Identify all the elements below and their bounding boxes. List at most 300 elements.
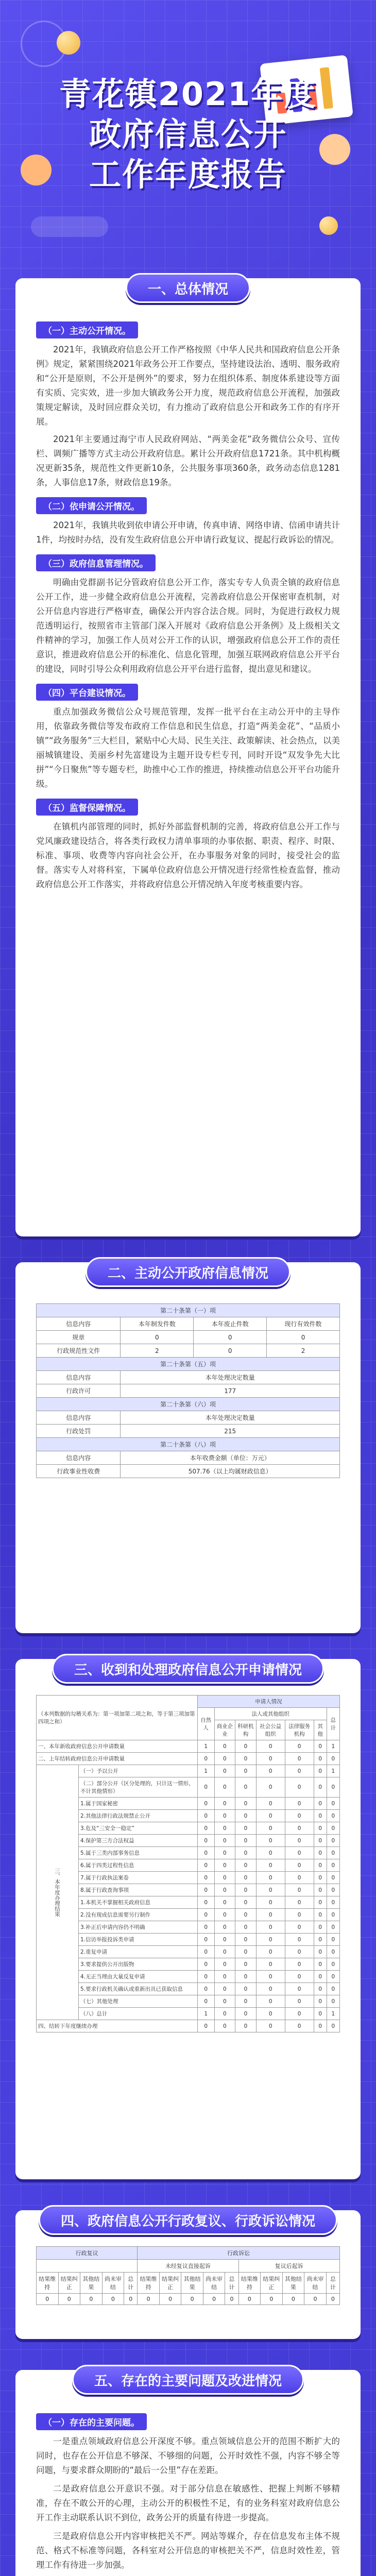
cell: 0 (327, 1971, 339, 1983)
cell: 0 (256, 1798, 285, 1810)
cell: 0 (256, 1859, 285, 1872)
cell: 0 (197, 1958, 214, 1971)
cell: 0 (235, 1995, 257, 2008)
table-header: 行政诉讼 (138, 2247, 340, 2260)
col-header: 总计 (225, 2273, 238, 2294)
col-header: 信息内容 (37, 1317, 121, 1331)
cell: 0 (214, 1896, 235, 1909)
cell: 0 (261, 2294, 283, 2305)
cell: 0 (314, 1765, 327, 1777)
section-2-card (15, 1262, 361, 1633)
cell: 0 (285, 1921, 314, 1934)
cell: 0 (327, 1958, 339, 1971)
table-header: 第二十条第（五）项 (37, 1358, 340, 1371)
cell: 0 (124, 2294, 138, 2305)
hero-banner (0, 0, 376, 268)
cell: 0 (285, 1810, 314, 1822)
cell: 0 (256, 1946, 285, 1958)
cell: 0 (235, 1921, 257, 1934)
cell: 0 (214, 1777, 235, 1798)
cell: 0 (58, 2294, 80, 2305)
row-label: 3.要求提供公开出版物 (79, 1958, 198, 1971)
cell: 0 (285, 1847, 314, 1859)
cell: 0 (285, 1740, 314, 1753)
cell: 0 (285, 1983, 314, 1995)
cell: 0 (304, 2294, 327, 2305)
cell: 215 (121, 1425, 340, 1438)
cell: 0 (235, 1946, 257, 1958)
active-disclosure-table (36, 1303, 340, 1478)
cell: 0 (285, 2020, 314, 2032)
col-header: 结果纠正 (58, 2273, 80, 2294)
subheading: （一）主动公开情况。 (36, 321, 138, 338)
cell: 0 (314, 1983, 327, 1995)
cell: 0 (256, 1765, 285, 1777)
table-row (37, 1847, 340, 1859)
cell: 行政事业性收费 (37, 1465, 121, 1478)
row-label: 1.信访举报投诉类申请 (79, 1934, 198, 1946)
paragraph: 在镇机内部管理的同时，抓好外部监督机制的完善，将政府信息公开工作与党风廉政建设结合，将各类行政权力清单事项的办事依据、职责、程序、时限、标准、事项、收费等内容向社会公开，在办事服务对象的同时，接受社会的监督。落实专人对将科室，下属单位政府信息公开情况进行经常性检查监督，推动政府信息公开工作落实，并将政府信息公开情况纳入年度考核重要内容。 (36, 822, 340, 889)
col-header: 总计 (124, 2273, 138, 2294)
table-row (37, 1934, 340, 1946)
cell: 0 (214, 1798, 235, 1810)
cell: 0 (197, 1983, 214, 1995)
cell: 0 (159, 2294, 181, 2305)
cell: 0 (235, 2020, 257, 2032)
cell: 0 (214, 1765, 235, 1777)
col-header: 尚未审结 (203, 2273, 225, 2294)
cell: 0 (314, 2020, 327, 2032)
cell: 0 (285, 1934, 314, 1946)
cell: 0 (197, 1847, 214, 1859)
row-label: （七）其他处理 (79, 1995, 198, 2008)
cell: 0 (203, 2294, 225, 2305)
paragraph: 重点加强政务微信公众号规范管理，发挥一批平台在主动公开中的主导作用，依靠政务微信等发布政府工作信息和民生信息，打造“两美金花”、“品质小镇”“政务服务”三大栏目，紧贴中心大局、民生关注、政策解读、社会热点，以美丽城镇建设、美丽乡村先富建设为主题开设专栏专刊，同时开设“双发争先大比拼”“今日聚焦”等专题专栏，助推中心工作的推进，持续推动信息公开平台功能升级。 (36, 707, 340, 789)
cell: 0 (235, 1934, 257, 1946)
cell: 0 (256, 1971, 285, 1983)
table-row (37, 1921, 340, 1934)
cell: 0 (235, 1777, 257, 1798)
cell: 0 (256, 1934, 285, 1946)
cell: 0 (256, 1958, 285, 1971)
paragraph: 二是政府信息公开意识不强。对于部分信息在敏感性、把握上判断不够精准，存在不敢公开的心理，主动公开的积极性不足，有的业务科室对政府信息公开工作主动联系认识不到位，政务公开的质量有待进一步提高。 (36, 2484, 340, 2522)
cell: 0 (285, 1946, 314, 1958)
cell: 0 (314, 1934, 327, 1946)
col-header: 现行有效件数 (267, 1317, 340, 1331)
cell: 0 (194, 1331, 267, 1344)
cell: 0 (225, 2294, 238, 2305)
table-row (37, 1884, 340, 1896)
subheading: （一）存在的主要问题。 (36, 2413, 147, 2430)
cell: 0 (214, 1859, 235, 1872)
table-row (37, 1995, 340, 2008)
review-litigation-table (36, 2246, 340, 2305)
row-label: 8.属于行政查询事项 (79, 1884, 198, 1896)
cell: 行政许可 (37, 1384, 121, 1398)
cell: 0 (327, 1777, 339, 1798)
cell: 0 (235, 1765, 257, 1777)
cell: 0 (197, 1798, 214, 1810)
row-label: 6.属于四类过程性信息 (79, 1859, 198, 1872)
col-header: 法人或其他组织 (214, 1708, 327, 1720)
col-header: 结果纠正 (261, 2273, 283, 2294)
spacer-cell (37, 2260, 138, 2273)
col-header: 复议后起诉 (238, 2260, 339, 2273)
cell: 1 (197, 1765, 214, 1777)
cell: 0 (314, 1995, 327, 2008)
cell: 0 (197, 1921, 214, 1934)
cell: 0 (197, 1934, 214, 1946)
cell: 0 (214, 1835, 235, 1847)
cell: 0 (197, 2020, 214, 2032)
cell: 0 (314, 1946, 327, 1958)
gold-coin-icon (57, 31, 80, 55)
row-label: 3.补正后申请内容仍不明确 (79, 1921, 198, 1934)
cell: 0 (285, 1995, 314, 2008)
cell: 0 (327, 1921, 339, 1934)
row-label: 一、本年新收政府信息公开申请数量 (37, 1740, 198, 1753)
col-header: 未经复议直接起诉 (138, 2260, 238, 2273)
row-label: 1.属于国家秘密 (79, 1798, 198, 1810)
row-label: 二、上年结转政府信息公开申请数量 (37, 1753, 198, 1765)
table-row (37, 1798, 340, 1810)
cell: 0 (214, 1872, 235, 1884)
cell: 0 (327, 1847, 339, 1859)
cell: 0 (314, 1872, 327, 1884)
cell: 0 (197, 1859, 214, 1872)
cell: 1 (327, 1740, 339, 1753)
row-label: 四、结转下年度继续办理 (37, 2020, 198, 2032)
cell: 0 (235, 1810, 257, 1822)
cell: 0 (256, 1872, 285, 1884)
cell: 0 (197, 1835, 214, 1847)
row-label: 1.本机关不掌握相关政府信息 (79, 1896, 198, 1909)
cell: 0 (314, 1798, 327, 1810)
cell: 0 (256, 1777, 285, 1798)
cell: 0 (197, 1810, 214, 1822)
cell: 0 (314, 1777, 327, 1798)
section-1-title: 一、总体情况 (126, 273, 250, 303)
cell: 0 (314, 1971, 327, 1983)
col-header: 社会公益组织 (256, 1720, 285, 1740)
cell: 0 (314, 1958, 327, 1971)
cell: 2 (121, 1344, 194, 1358)
table-row (37, 1765, 340, 1777)
cell: 0 (285, 1753, 314, 1765)
cell: 0 (327, 1872, 339, 1884)
cell: 0 (214, 1995, 235, 2008)
cell: 0 (194, 1344, 267, 1358)
hero-title-line3: 工作年度报告 (89, 156, 287, 193)
section-5-title: 五、存在的主要问题及改进情况 (72, 2365, 304, 2395)
table-row (37, 1859, 340, 1872)
table-row (37, 1810, 340, 1822)
cell: 1 (327, 2008, 339, 2020)
paragraph: 2021年主要通过海宁市人民政府网站、“两美金花”政务微信公众号、宣传栏、调频广播等方式主动公开政府信息。累计公开政府信息1721条。其中机构概况更新35条，规范性文件更新10条，公共服务事项360条，政务动态信息1281条，人事信息17条，财政信息19条。 (36, 434, 340, 487)
cell: 0 (256, 1822, 285, 1835)
cell: 0 (314, 1859, 327, 1872)
cell: 0 (327, 1946, 339, 1958)
section-3-title: 三、收到和处理政府信息公开申请情况 (52, 1654, 324, 1684)
table-row (37, 1753, 340, 1765)
cell: 0 (235, 1847, 257, 1859)
cell: 0 (327, 1983, 339, 1995)
cell: 0 (235, 1971, 257, 1983)
cell: 0 (214, 1971, 235, 1983)
table-row (37, 1983, 340, 1995)
cell: 0 (235, 1958, 257, 1971)
cell: 0 (214, 1810, 235, 1822)
table-row (37, 1822, 340, 1835)
cell: 0 (285, 1765, 314, 1777)
section-1-card (15, 278, 361, 1236)
cell: 0 (197, 1884, 214, 1896)
cell: 0 (314, 1753, 327, 1765)
cell: 0 (197, 1777, 214, 1798)
cell: 0 (256, 2020, 285, 2032)
cell: 0 (314, 1921, 327, 1934)
cell: 0 (256, 1921, 285, 1934)
cell: 0 (285, 1896, 314, 1909)
paragraph: 2021年，我镇共收到依申请公开申请，传真申请、网络申请、信函申请共计1件，均按时办结，没有发生政府信息公开申请行政复议、提起行政诉讼的情况。 (36, 520, 340, 545)
cell: 177 (121, 1384, 340, 1398)
cell: 0 (285, 1958, 314, 1971)
cell: 0 (235, 1872, 257, 1884)
col-header: 自然人 (197, 1708, 214, 1740)
cell: 0 (327, 2020, 339, 2032)
col-header: 总计 (327, 1708, 339, 1740)
gold-coin-icon (319, 216, 338, 235)
cell: 0 (285, 1777, 314, 1798)
cell: 0 (214, 2008, 235, 2020)
cell: 0 (285, 1971, 314, 1983)
col-header: 尚未审结 (304, 2273, 327, 2294)
row-label: （二）部分公开（区分处理的，只计这一情形，不计其他情形） (79, 1777, 198, 1798)
cell: 行政处罚 (37, 1425, 121, 1438)
cell: 0 (267, 1331, 340, 1344)
cell: 0 (235, 2008, 257, 2020)
cell: 0 (282, 2294, 304, 2305)
table-row (37, 1909, 340, 1921)
cell: 0 (214, 1921, 235, 1934)
subheading: （五）监督保障情况。 (36, 799, 138, 816)
cell: 0 (285, 1884, 314, 1896)
col-header: 本年收费金额（单位：万元） (121, 1451, 340, 1465)
cell: 0 (197, 1971, 214, 1983)
cell: 0 (214, 2020, 235, 2032)
cell: 0 (214, 1946, 235, 1958)
table-row (37, 1740, 340, 1753)
table-row (37, 2008, 340, 2020)
cell: 0 (326, 2294, 339, 2305)
col-header: 其他结果 (80, 2273, 102, 2294)
cell: 0 (256, 1896, 285, 1909)
col-header: 信息内容 (37, 1451, 121, 1465)
paragraph: 2021年，我镇政府信息公开工作严格按照《中华人民共和国政府信息公开条例》规定，紧紧围绕2021年政务公开工作要点，坚持建设法治、透明、服务政府和“公开是原则，不公开是例外”的要求，努力在组织体系、制度体系建设等方面有实质、完实效，进一步加大镇政务公开力度，规范政府信息公开流程，加强政策规定解读，及时回应群众关切，有力推动了政府信息公开和政务工作的有序开展。 (36, 345, 340, 427)
section-5-card (15, 2370, 361, 2576)
col-header: 总计 (326, 2273, 339, 2294)
cell: 0 (214, 1740, 235, 1753)
subheading: （三）政府信息管理情况。 (36, 554, 156, 571)
group-label: 三、本年度办理结果 (37, 1765, 79, 2020)
cell: 0 (314, 1835, 327, 1847)
table-row (37, 1946, 340, 1958)
cell: 0 (285, 1798, 314, 1810)
cell: 0 (327, 1896, 339, 1909)
cell: 0 (197, 1753, 214, 1765)
col-header: 结果纠正 (159, 2273, 181, 2294)
col-header: 结果维持 (138, 2273, 160, 2294)
cell: 0 (327, 1753, 339, 1765)
cell: 0 (285, 1835, 314, 1847)
cell: 0 (256, 1753, 285, 1765)
table-row (37, 1872, 340, 1884)
cell: 0 (235, 1983, 257, 1995)
cell: 0 (285, 1872, 314, 1884)
cell: 0 (256, 1740, 285, 1753)
cell: 0 (314, 1810, 327, 1822)
cell: 0 (181, 2294, 203, 2305)
cell: 0 (314, 1896, 327, 1909)
cell: 0 (214, 1983, 235, 1995)
row-label: 5.属于三类内部事务信息 (79, 1847, 198, 1859)
table-header: 第二十条第（六）项 (37, 1398, 340, 1411)
col-header: 科研机构 (235, 1720, 257, 1740)
cell: 0 (214, 1822, 235, 1835)
cell: 2 (267, 1344, 340, 1358)
cell: 0 (197, 1822, 214, 1835)
col-header: 其他结果 (181, 2273, 203, 2294)
cell: 0 (327, 1835, 339, 1847)
row-label: 2.其他法律行政法规禁止公开 (79, 1810, 198, 1822)
row-label: 4.保护第三方合法权益 (79, 1835, 198, 1847)
hero-title-line1: 青花镇2021年度 (59, 75, 317, 113)
col-header: 本年处理决定数量 (121, 1411, 340, 1425)
col-header: 本年废止件数 (194, 1317, 267, 1331)
table-header: 第二十条第（一）项 (37, 1304, 340, 1317)
cell: 0 (256, 1810, 285, 1822)
cell: 1 (197, 1740, 214, 1753)
cell: 1 (327, 1765, 339, 1777)
row-label: 7.属于行政执法案卷 (79, 1872, 198, 1884)
cell: 0 (214, 1753, 235, 1765)
cell: 0 (285, 1909, 314, 1921)
row-label: 4.无正当理由大量反复申请 (79, 1971, 198, 1983)
cell: 0 (256, 1847, 285, 1859)
cell: 0 (314, 1822, 327, 1835)
cell: 0 (235, 1740, 257, 1753)
col-header: 结果维持 (37, 2273, 59, 2294)
cell: 0 (285, 2008, 314, 2020)
subheading: （四）平台建设情况。 (36, 684, 138, 701)
cell: 0 (80, 2294, 102, 2305)
cell: 0 (235, 1753, 257, 1765)
cell: 0 (235, 1884, 257, 1896)
paragraph: 明确由党群副书记分管政府信息公开工作，落实专专人负责全镇的政府信息公开工作，进一步健全政府信息公开流程，完善政府信息公开保密审查机制，对公开信息内容进行严格审查，确保公开内容合法合规。同时，为促进行政权力规范透明运行，按照省市主管部门深入开展对《政府信息公开条例》及上级相关文件精神的学习，加强工作人员对公开工作的认识，增强政府信息公开工作的责任意识，推进政府信息公开的标准化、信息化管理，加强互联网政府信息公开平台的建设，同时引导公众利用政府信息公开平台进行监督，提出意见和建议。 (36, 578, 340, 674)
cell: 0 (256, 1909, 285, 1921)
cell: 0 (238, 2294, 261, 2305)
hero-title-line2: 政府信息公开 (89, 115, 287, 153)
cell: 0 (214, 1847, 235, 1859)
cell: 0 (214, 1909, 235, 1921)
row-label: 2.重复申请 (79, 1946, 198, 1958)
cell: 0 (327, 1798, 339, 1810)
cell: 0 (327, 1859, 339, 1872)
table-header: 第二十条第（八）项 (37, 1438, 340, 1451)
table-row (37, 2020, 340, 2032)
cell: 0 (327, 1822, 339, 1835)
cell: 0 (121, 1331, 194, 1344)
table-header: 行政复议 (37, 2247, 138, 2260)
paragraph: 三是政府信息公开内容审核把关不严。网站等媒介，存在信息发布主体不规范、格式不标准等问题，各科室对公开信息的审核把关不严，信息时效性差，管理工作有待进一步加强。 (36, 2531, 340, 2570)
col-header: 其他结果 (282, 2273, 304, 2294)
cell: 0 (327, 1909, 339, 1921)
cell: 0 (197, 1909, 214, 1921)
col-header: 本年处理决定数量 (121, 1371, 340, 1384)
cell: 行政规范性文件 (37, 1344, 121, 1358)
cell: 0 (314, 2008, 327, 2020)
cell: 0 (285, 1822, 314, 1835)
row-label: 3.危及“三安全一稳定” (79, 1822, 198, 1835)
cell: 0 (235, 1909, 257, 1921)
col-header: 信息内容 (37, 1371, 121, 1384)
section-4-title: 四、政府信息公开行政复议、行政诉讼情况 (39, 2205, 337, 2235)
col-header: 信息内容 (37, 1411, 121, 1425)
cell: 0 (327, 1884, 339, 1896)
cell: 0 (197, 1995, 214, 2008)
cell: 0 (327, 1934, 339, 1946)
cell: 0 (214, 1884, 235, 1896)
cell: 规章 (37, 1331, 121, 1344)
cell: 0 (314, 1847, 327, 1859)
cell: 0 (138, 2294, 160, 2305)
subheading: （二）依申请公开情况。 (36, 497, 147, 514)
row-label: 5.要求行政机关确认或重新出具已获取信息 (79, 1983, 198, 1995)
application-table (36, 1695, 340, 2032)
cell: 0 (214, 1958, 235, 1971)
col-header: 法律服务机构 (285, 1720, 314, 1740)
row-label: （八）总计 (79, 2008, 198, 2020)
cell: 0 (235, 1798, 257, 1810)
cell: 1 (197, 2008, 214, 2020)
cell: 0 (197, 1946, 214, 1958)
cell: 0 (314, 1884, 327, 1896)
table-row (37, 1971, 340, 1983)
col-header: 尚未审结 (102, 2273, 124, 2294)
cell: 0 (256, 1983, 285, 1995)
cell: 0 (314, 1740, 327, 1753)
col-header: 本年制发件数 (121, 1317, 194, 1331)
cell: 0 (256, 1995, 285, 2008)
table-row (37, 1958, 340, 1971)
cell: 0 (214, 1934, 235, 1946)
cell: 0 (37, 2294, 59, 2305)
cell: 0 (235, 1896, 257, 1909)
cell: 0 (285, 1859, 314, 1872)
cell: 0 (256, 1884, 285, 1896)
cell: 0 (327, 1995, 339, 2008)
table-corner-note: （本列数据的勾稽关系为：第一项加第二项之和，等于第三项加第四项之和） (37, 1696, 198, 1740)
table-row (37, 1896, 340, 1909)
col-header: 商业企业 (214, 1720, 235, 1740)
col-header: 结果维持 (238, 2273, 261, 2294)
table-row (37, 1777, 340, 1798)
cell: 0 (197, 1896, 214, 1909)
cell: 0 (314, 1909, 327, 1921)
cell: 0 (327, 1810, 339, 1822)
section-3-card (15, 1659, 361, 2179)
section-4-card (15, 2210, 361, 2339)
